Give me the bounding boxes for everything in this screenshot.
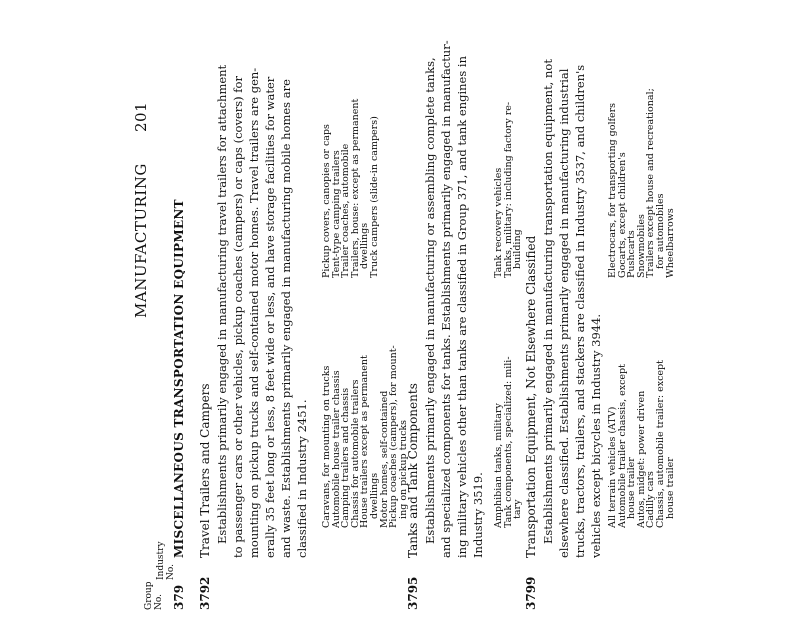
page-number: 201 — [132, 101, 150, 132]
industry-title: Travel Trailers and Campers — [198, 383, 212, 558]
industry-code: 3792 — [198, 576, 212, 610]
index-list-left: All terrain vehicles (ATV) Automobile trailer chassis, except house trailer Autos, midget: power driven Cadilly cars Chassis, automobile trailer: except house trailer — [607, 360, 676, 528]
index-list-left: Amphibian tanks, military Tank components, specialized: mili- tary — [493, 356, 524, 528]
industry-column-head: Industry No. — [156, 541, 176, 580]
index-list-right: Tank recovery vehicles Tanks, military: including factory re- building — [493, 101, 524, 278]
industry-description: Establishments primarily engaged in manufacturing travel trailers for attachment to passenger cars or other vehicles, pickup coaches (campers) or caps (covers) for mounting on pickup trucks and self-contained motor homes. Travel trailers are gen- erally 35 feet long or less, 8 feet wide or less, and have storage facilities for water and waste. Establishments primarily engaged in manufacturing mobile homes are classified in Industry 2451. — [215, 64, 309, 558]
group-title: MISCELLANEOUS TRANSPORTATION EQUIPMENT — [172, 199, 186, 558]
industry-title: Transportation Equipment, Not Elsewhere Classified — [524, 235, 538, 558]
running-title: MANUFACTURING — [132, 163, 150, 318]
index-list-right: Pickup covers, canopies or caps Tent-type camping trailers Trailer coaches, automobile Trailers, house: except as permanent dwellings Truck campers (slide-in campers) — [321, 98, 380, 278]
industry-title: Tanks and Tank Components — [406, 383, 420, 558]
industry-description: Establishments primarily engaged in manufacturing or assembling complete tanks, and specialized components for tanks. Establishments primarily engaged in manufactur- ing military vehicles other than tanks are classified in Group 371, and tank engines in Industry 3519. — [423, 40, 485, 558]
industry-code: 3799 — [524, 576, 538, 610]
group-column-head: Group No. — [144, 581, 164, 610]
industry-code: 3795 — [406, 576, 420, 610]
index-list-left: Caravans, for mounting on trucks Automobile house trailer chassis Camping trailers and chassis Chassis for automobile trailers House trailers except as permanent dwellings Motor homes, self-contained Pickup coaches (campers), for mount- ing on pickup trucks — [321, 345, 409, 528]
index-list-right: Electrocars, for transporting golfers Gocarts, except children's Pushcarts Snowmobiles Trailers except house and recreational; for automobiles Wheelbarrows — [607, 88, 676, 278]
industry-description: Establishments primarily engaged in manufacturing transportation equipment, not elsewhere classified. Establishments primarily engaged in manufacturing industrial trucks, tractors, trailers, and stackers are classified in Industry 3537, and children's vehicles except bicycles in Industry 3944. — [541, 59, 603, 558]
group-number: 379 — [172, 584, 186, 610]
